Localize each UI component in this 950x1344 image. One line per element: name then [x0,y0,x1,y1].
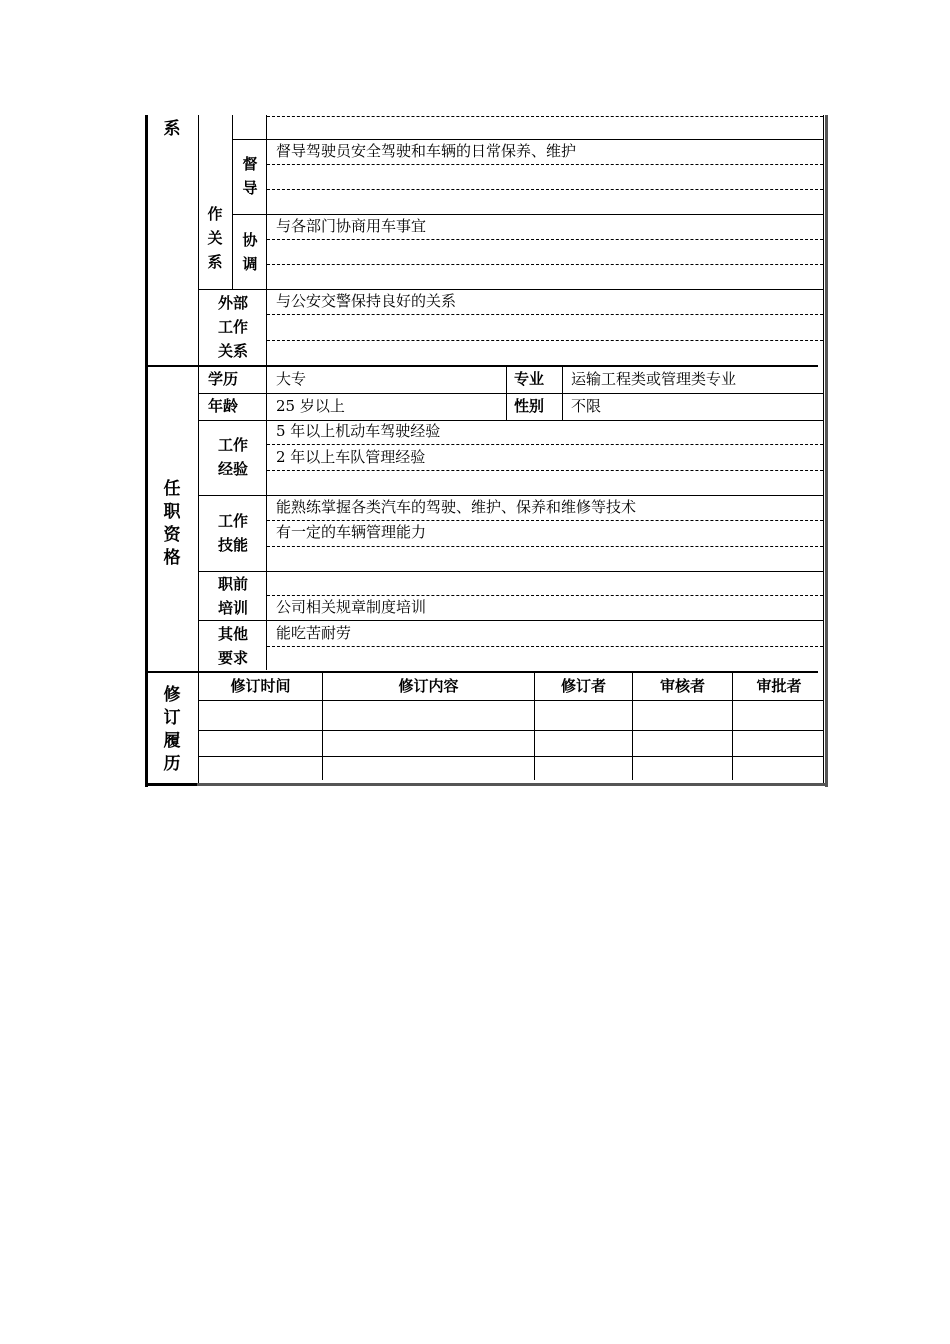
external-line-1: 与公安交警保持良好的关系 [276,292,457,310]
training-line-2: 公司相关规章制度培训 [276,598,427,616]
skills-label-line-2: 技能 [217,536,248,554]
major-label: 专业 [514,370,545,388]
training-label [200,572,266,620]
row-divider [198,620,823,621]
dashed-line [267,595,823,596]
bottom-shadow [197,783,828,786]
external-label [200,291,266,363]
major-value: 运输工程类或管理类专业 [571,370,737,388]
experience-label [200,433,266,481]
table-row [198,756,823,757]
experience-line-1: 5 年以上机动车驾驶经验 [276,422,441,440]
age-label: 年龄 [208,397,239,415]
coordinate-label: 协调 [242,231,258,273]
coordinate-line-1: 与各部门协商用车事宜 [276,217,427,235]
gender-value: 不限 [571,397,602,415]
internal-subdivider [232,115,233,290]
dashed-line [267,520,823,521]
dashed-line [267,546,823,547]
internal-relations-label: 作关系 [207,205,223,271]
row-divider [198,495,823,496]
skills-label-line-1: 工作 [217,512,248,530]
content-divider-relations [266,115,267,365]
dashed-line [267,314,823,315]
dashed-line [267,646,823,647]
row-divider [198,571,823,572]
revision-header-reviewer: 审核者 [659,677,705,695]
other-label [200,622,266,670]
row-divider [198,289,823,290]
experience-line-2: 2 年以上车队管理经验 [276,448,426,466]
left-border [145,115,148,787]
experience-label-line-1: 工作 [217,436,248,454]
other-line-1: 能吃苦耐劳 [276,624,352,642]
training-label-line-1: 职前 [217,575,248,593]
right-shadow [825,115,828,787]
section-label-qualifications: 任职资格 [163,479,181,568]
bottom-border-left [147,783,197,786]
dashed-line [267,444,823,445]
section-separator [147,671,818,673]
dashed-line [267,470,823,471]
dashed-line [267,189,823,190]
revision-header-approver: 审批者 [756,677,802,695]
external-label-line-1: 外部 [217,294,248,312]
education-label: 学历 [208,370,239,388]
skills-label [200,509,266,557]
supervise-label: 督导 [242,155,258,197]
dashed-line [267,340,823,341]
supervise-line-1: 督导驾驶员安全驾驶和车辆的日常保养、维护 [276,142,577,160]
education-value: 大专 [276,370,307,388]
section-label-relations: 系 [163,119,181,139]
table-row [198,730,823,731]
dashed-line [267,264,823,265]
row-divider [232,214,823,215]
section-label-revision: 修订履历 [163,685,181,774]
gender-label: 性别 [514,397,545,415]
revision-header-reviser: 修订者 [560,677,606,695]
training-label-line-2: 培训 [217,599,248,617]
section-separator [147,365,818,367]
age-value: 25 岁以上 [276,397,345,415]
other-label-line-1: 其他 [217,625,248,643]
experience-label-line-2: 经验 [217,460,248,478]
dashed-line [267,116,823,117]
external-label-line-2: 工作 [217,318,248,336]
other-label-line-2: 要求 [217,649,248,667]
content-divider-qualifications [266,367,267,670]
row-divider [198,393,823,394]
dashed-line [267,164,823,165]
revision-header-content: 修订内容 [398,677,459,695]
row-divider [232,139,823,140]
skills-line-2: 有一定的车辆管理能力 [276,523,427,541]
revision-header-time: 修订时间 [230,677,291,695]
dashed-line [267,239,823,240]
external-label-line-3: 关系 [217,342,248,360]
table-row [198,700,823,701]
skills-line-1: 能熟练掌握各类汽车的驾驶、维护、保养和维修等技术 [276,498,637,516]
